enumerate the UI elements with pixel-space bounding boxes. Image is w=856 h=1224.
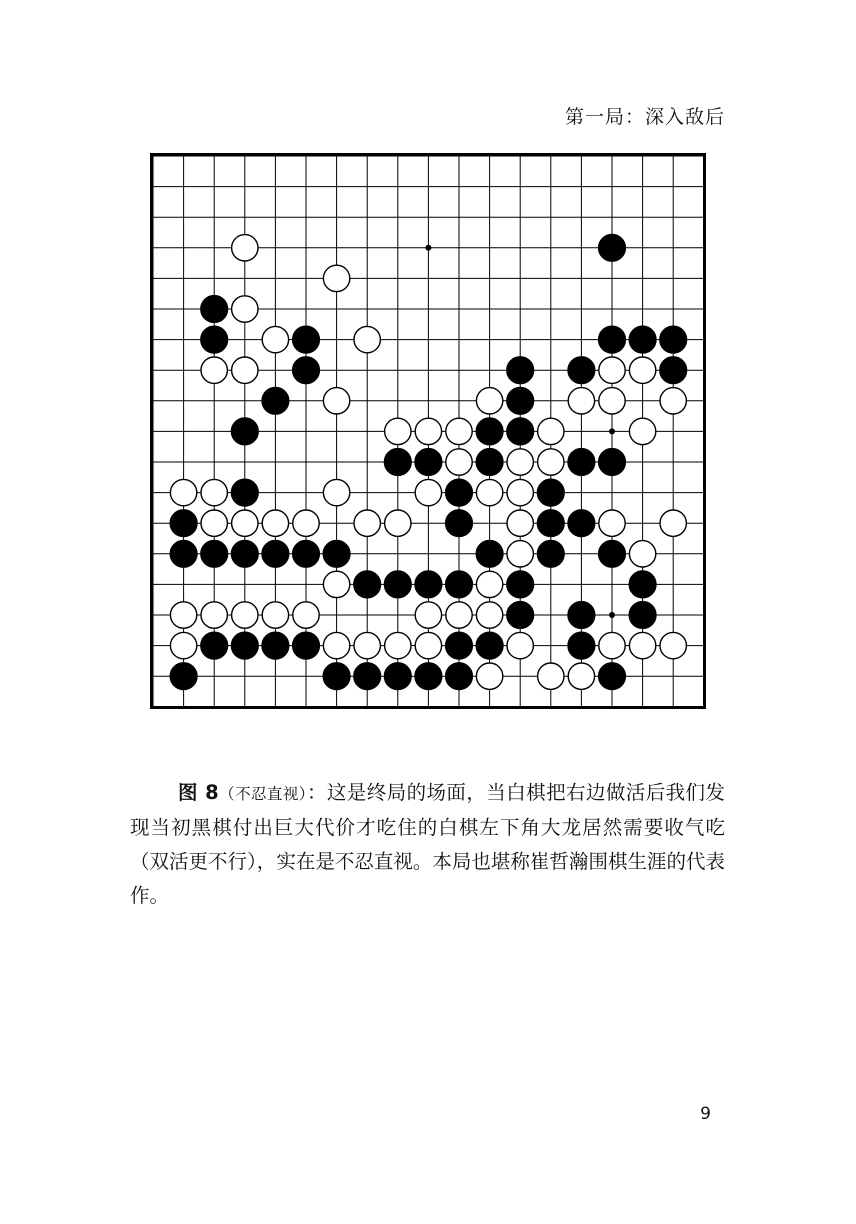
white-stone — [232, 602, 258, 628]
white-stone — [476, 571, 502, 597]
white-stone — [354, 632, 380, 658]
black-stone — [598, 540, 625, 567]
black-stone — [262, 632, 289, 659]
black-stone — [629, 571, 656, 598]
black-stone — [170, 510, 197, 537]
white-stone — [599, 632, 625, 658]
black-stone — [445, 571, 472, 598]
black-stone — [323, 663, 350, 690]
white-stone — [629, 541, 655, 567]
black-stone — [537, 540, 564, 567]
star-point — [609, 612, 615, 618]
black-stone — [568, 632, 595, 659]
white-stone — [507, 632, 533, 658]
white-stone — [538, 663, 564, 689]
white-stone — [201, 510, 227, 536]
white-stone — [385, 632, 411, 658]
white-stone — [323, 479, 349, 505]
black-stone — [231, 540, 258, 567]
black-stone — [201, 295, 228, 322]
black-stone — [201, 540, 228, 567]
figure-label: 图 8 — [178, 781, 219, 804]
white-stone — [323, 388, 349, 414]
black-stone — [507, 601, 534, 628]
black-stone — [445, 510, 472, 537]
black-stone — [537, 479, 564, 506]
white-stone — [415, 418, 441, 444]
black-stone — [507, 571, 534, 598]
black-stone — [384, 571, 411, 598]
white-stone — [201, 357, 227, 383]
black-stone — [537, 510, 564, 537]
go-board-svg — [150, 153, 706, 709]
black-stone — [231, 479, 258, 506]
white-stone — [201, 602, 227, 628]
white-stone — [629, 632, 655, 658]
white-stone — [599, 357, 625, 383]
black-stone — [445, 479, 472, 506]
black-stone — [507, 357, 534, 384]
white-stone — [170, 479, 196, 505]
white-stone — [568, 388, 594, 414]
white-stone — [385, 418, 411, 444]
white-stone — [354, 326, 380, 352]
black-stone — [660, 357, 687, 384]
star-point — [425, 245, 431, 251]
black-stone — [476, 418, 503, 445]
white-stone — [323, 571, 349, 597]
white-stone — [385, 510, 411, 536]
white-stone — [476, 479, 502, 505]
white-stone — [507, 449, 533, 475]
white-stone — [446, 449, 472, 475]
black-stone — [476, 448, 503, 475]
white-stone — [415, 632, 441, 658]
black-stone — [201, 632, 228, 659]
black-stone — [598, 448, 625, 475]
black-stone — [262, 387, 289, 414]
black-stone — [354, 663, 381, 690]
black-stone — [476, 540, 503, 567]
white-stone — [323, 265, 349, 291]
figure-caption — [130, 776, 725, 913]
black-stone — [231, 418, 258, 445]
black-stone — [568, 601, 595, 628]
black-stone — [262, 540, 289, 567]
black-stone — [292, 357, 319, 384]
white-stone — [262, 602, 288, 628]
black-stone — [568, 510, 595, 537]
white-stone — [354, 510, 380, 536]
caption-text: ：这是终局的场面，当白棋把右边做活后我们发现当初黑棋付出巨大代价才吃住的白棋左下角大龙居然需要收气吃（双活更不行），实在是不忍直视。本局也堪称崔哲瀚围棋生涯的代表作。 — [130, 781, 725, 907]
running-head: 第一局：深入敌后 — [564, 106, 725, 128]
black-stone — [598, 234, 625, 261]
white-stone — [446, 418, 472, 444]
white-stone — [568, 663, 594, 689]
black-stone — [415, 571, 442, 598]
white-stone — [476, 602, 502, 628]
black-stone — [170, 540, 197, 567]
white-stone — [323, 632, 349, 658]
white-stone — [660, 388, 686, 414]
black-stone — [507, 387, 534, 414]
black-stone — [507, 418, 534, 445]
black-stone — [415, 663, 442, 690]
white-stone — [232, 235, 258, 261]
white-stone — [293, 510, 319, 536]
white-stone — [507, 510, 533, 536]
black-stone — [354, 571, 381, 598]
white-stone — [232, 296, 258, 322]
white-stone — [538, 449, 564, 475]
black-stone — [629, 601, 656, 628]
black-stone — [445, 663, 472, 690]
black-stone — [476, 632, 503, 659]
white-stone — [507, 479, 533, 505]
white-stone — [629, 357, 655, 383]
black-stone — [292, 540, 319, 567]
white-stone — [170, 632, 196, 658]
go-board-diagram — [150, 153, 706, 709]
white-stone — [599, 510, 625, 536]
white-stone — [415, 602, 441, 628]
star-point — [609, 428, 615, 434]
black-stone — [292, 632, 319, 659]
black-stone — [568, 448, 595, 475]
black-stone — [384, 663, 411, 690]
white-stone — [476, 663, 502, 689]
white-stone — [262, 510, 288, 536]
white-stone — [660, 632, 686, 658]
figure-subtitle: （不忍直视） — [218, 785, 307, 803]
white-stone — [660, 510, 686, 536]
white-stone — [629, 418, 655, 444]
black-stone — [415, 448, 442, 475]
white-stone — [415, 479, 441, 505]
black-stone — [231, 632, 258, 659]
white-stone — [538, 418, 564, 444]
white-stone — [170, 602, 196, 628]
white-stone — [201, 479, 227, 505]
white-stone — [232, 357, 258, 383]
black-stone — [629, 326, 656, 353]
black-stone — [660, 326, 687, 353]
black-stone — [292, 326, 319, 353]
white-stone — [446, 602, 472, 628]
black-stone — [568, 357, 595, 384]
white-stone — [262, 326, 288, 352]
black-stone — [323, 540, 350, 567]
black-stone — [201, 326, 228, 353]
white-stone — [599, 388, 625, 414]
black-stone — [445, 632, 472, 659]
black-stone — [598, 326, 625, 353]
white-stone — [232, 510, 258, 536]
white-stone — [293, 602, 319, 628]
white-stone — [507, 541, 533, 567]
black-stone — [384, 448, 411, 475]
white-stone — [476, 388, 502, 414]
black-stone — [170, 663, 197, 690]
page-number: 9 — [700, 1104, 711, 1124]
black-stone — [598, 663, 625, 690]
